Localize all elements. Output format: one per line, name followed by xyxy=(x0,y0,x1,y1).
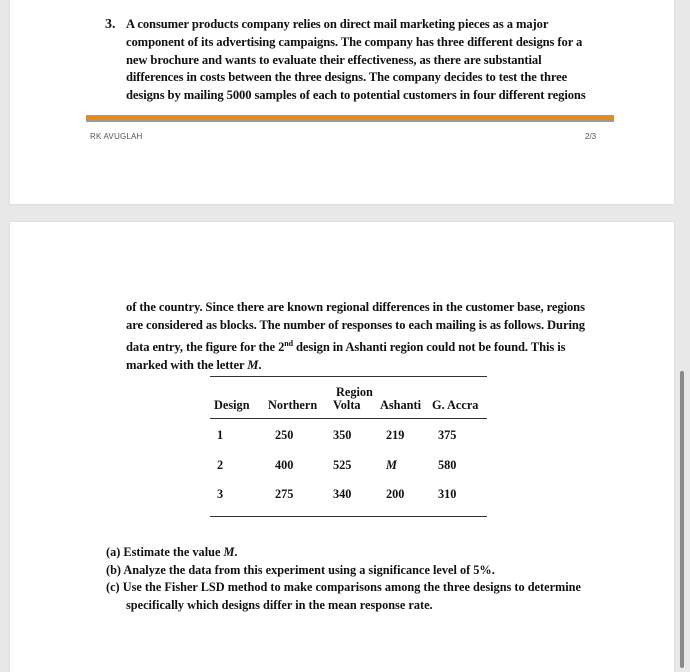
footer-author: RK AVUGLAH xyxy=(90,132,143,141)
question-paragraph-2 xyxy=(126,299,585,374)
ordinal-superscript: nd xyxy=(284,338,293,348)
column-header-design: Design xyxy=(214,398,250,412)
paragraph-line: are considered as blocks. The number of responses to each mailing is as follows. During xyxy=(126,317,585,332)
table-cell: 2 xyxy=(217,458,224,472)
table-cell: 525 xyxy=(333,458,352,472)
table-cell: 350 xyxy=(333,428,352,442)
column-header-northern: Northern xyxy=(268,398,318,412)
table-cell: 400 xyxy=(275,458,294,472)
paragraph-line: designs by mailing 5000 samples of each to potential customers in four different regions xyxy=(126,88,586,103)
missing-value-cell: M xyxy=(386,458,397,472)
column-header-ashanti: Ashanti xyxy=(380,398,422,412)
paragraph-line: new brochure and wants to evaluate their effectiveness, as there are substantial xyxy=(126,52,542,67)
table-cell: 3 xyxy=(217,487,224,501)
table-header-rule xyxy=(210,418,487,419)
question-number: 3. xyxy=(105,17,116,32)
table-cell: 250 xyxy=(275,428,294,442)
table-top-rule xyxy=(210,376,487,377)
table-cell: 375 xyxy=(438,428,457,442)
footer-page-number: 2/3 xyxy=(585,132,597,141)
vertical-scrollbar[interactable] xyxy=(680,371,684,668)
variable-m: M xyxy=(247,357,259,372)
column-header-g-accra: G. Accra xyxy=(432,398,479,412)
table-cell: 275 xyxy=(275,487,294,501)
table-cell: 340 xyxy=(333,487,352,501)
question-part-b: (b) Analyze the data from this experiment using a significance level of 5%. xyxy=(106,562,495,577)
footer-gray-bar xyxy=(86,120,614,122)
table-cell: 219 xyxy=(386,428,405,442)
paragraph-line: differences in costs between the three designs. The company decides to test the three xyxy=(126,70,568,85)
region-header: Region xyxy=(336,385,373,399)
question-parts xyxy=(106,544,581,614)
paragraph-line: component of its advertising campaigns. The company has three different designs for a xyxy=(126,34,583,49)
document-page-2 xyxy=(10,222,674,672)
question-part-c-continued: specifically which designs differ in the mean response rate. xyxy=(126,597,433,612)
question-part-c: (c) Use the Fisher LSD method to make comparisons among the three designs to determine xyxy=(106,580,581,595)
document-page-1 xyxy=(10,0,674,204)
table-bottom-rule xyxy=(210,516,487,517)
paragraph-line: of the country. Since there are known regional differences in the customer base, regions xyxy=(126,300,585,314)
paragraph-line: marked with the letter M. xyxy=(126,357,262,372)
table-cell: 1 xyxy=(217,428,224,442)
column-header-volta: Volta xyxy=(333,398,361,412)
table-cell: 310 xyxy=(438,487,457,501)
paragraph-line: A consumer products company relies on direct mail marketing pieces as a major xyxy=(126,17,549,31)
table-cell: 580 xyxy=(438,458,457,472)
paragraph-line: data entry, the figure for the 2nd design in Ashanti region could not be found. This is xyxy=(126,338,566,354)
variable-m: M xyxy=(223,545,235,559)
table-cell: 200 xyxy=(386,487,405,501)
question-paragraph-1 xyxy=(126,16,586,105)
question-part-a: (a) Estimate the value M. xyxy=(106,545,238,559)
